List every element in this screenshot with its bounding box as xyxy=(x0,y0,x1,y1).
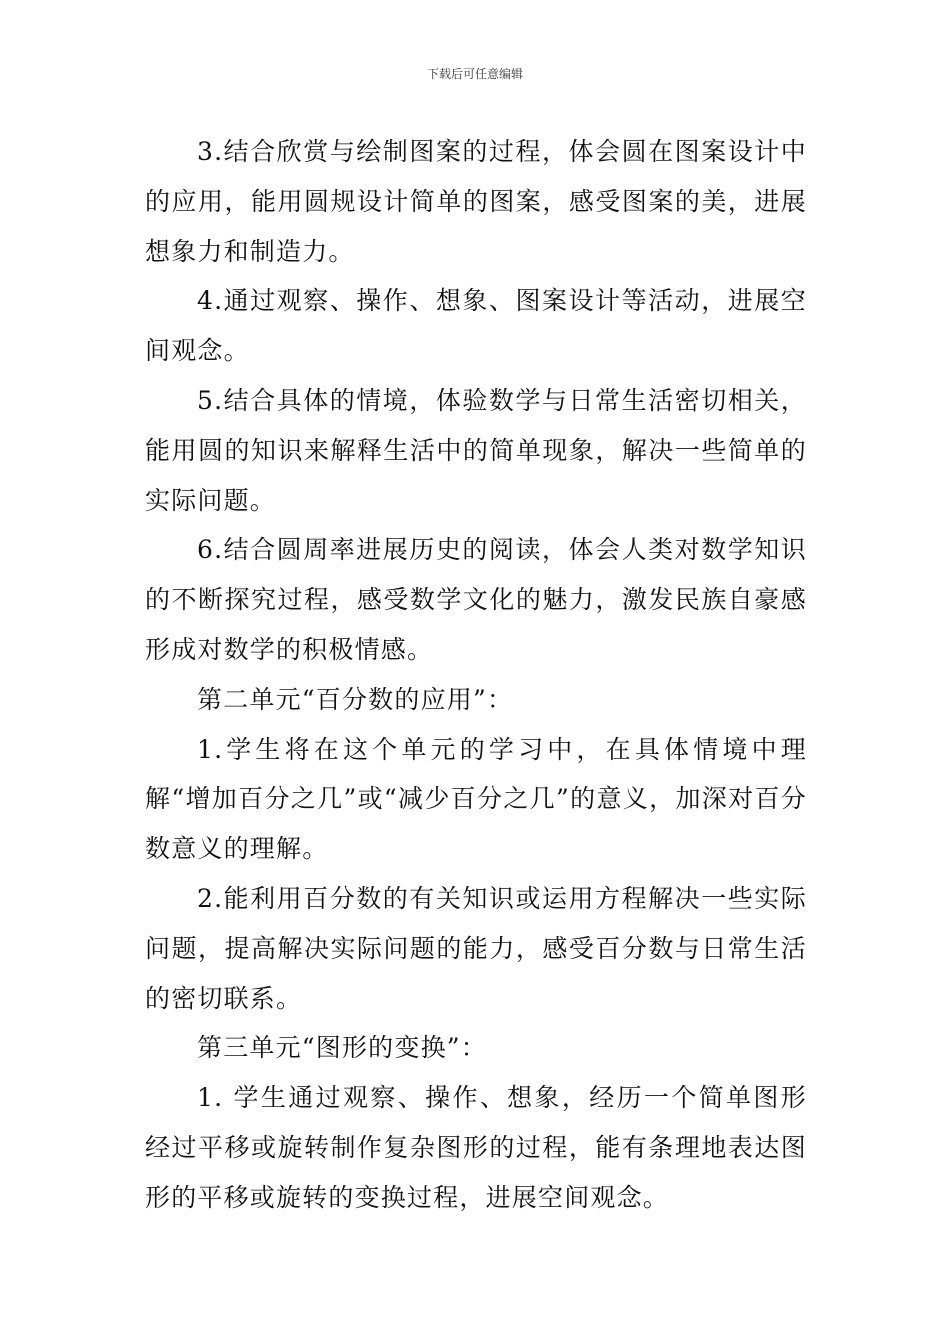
paragraph-objective-6: 6.结合圆周率进展历史的阅读，体会人类对数学知识的不断探究过程，感受数学文化的魅力，激发民族自豪感形成对数学的积极情感。 xyxy=(145,535,807,664)
document-body xyxy=(145,127,807,1223)
page-header: 下载后可任意编辑 xyxy=(426,67,523,81)
paragraph-unit2-objective-2: 2.能利用百分数的有关知识或运用方程解决一些实际问题，提高解决实际问题的能力，感受百分数与日常生活的密切联系。 xyxy=(145,883,807,1013)
unit-3-heading: 第三单元“图形的变换”： xyxy=(197,1033,487,1063)
paragraph-objective-3: 3.结合欣赏与绘制图案的过程，体会圆在图案设计中的应用，能用圆规设计简单的图案，感受图案的美，进展想象力和制造力。 xyxy=(145,137,807,266)
paragraph-unit2-objective-1: 1.学生将在这个单元的学习中，在具体情境中理解“增加百分之几”或“减少百分之几”的意义，加深对百分数意义的理解。 xyxy=(145,734,807,864)
paragraph-unit3-objective-1: 1. 学生通过观察、操作、想象，经历一个简单图形经过平移或旋转制作复杂图形的过程，能有条理地表达图形的平移或旋转的变换过程，进展空间观念。 xyxy=(145,1083,807,1212)
unit-2-heading: 第二单元“百分数的应用”： xyxy=(197,684,514,714)
paragraph-objective-5: 5.结合具体的情境，体验数学与日常生活密切相关，能用圆的知识来解释生活中的简单现象，解决一些简单的实际问题。 xyxy=(145,385,807,515)
paragraph-objective-4: 4.通过观察、操作、想象、图案设计等活动，进展空间观念。 xyxy=(145,286,807,366)
